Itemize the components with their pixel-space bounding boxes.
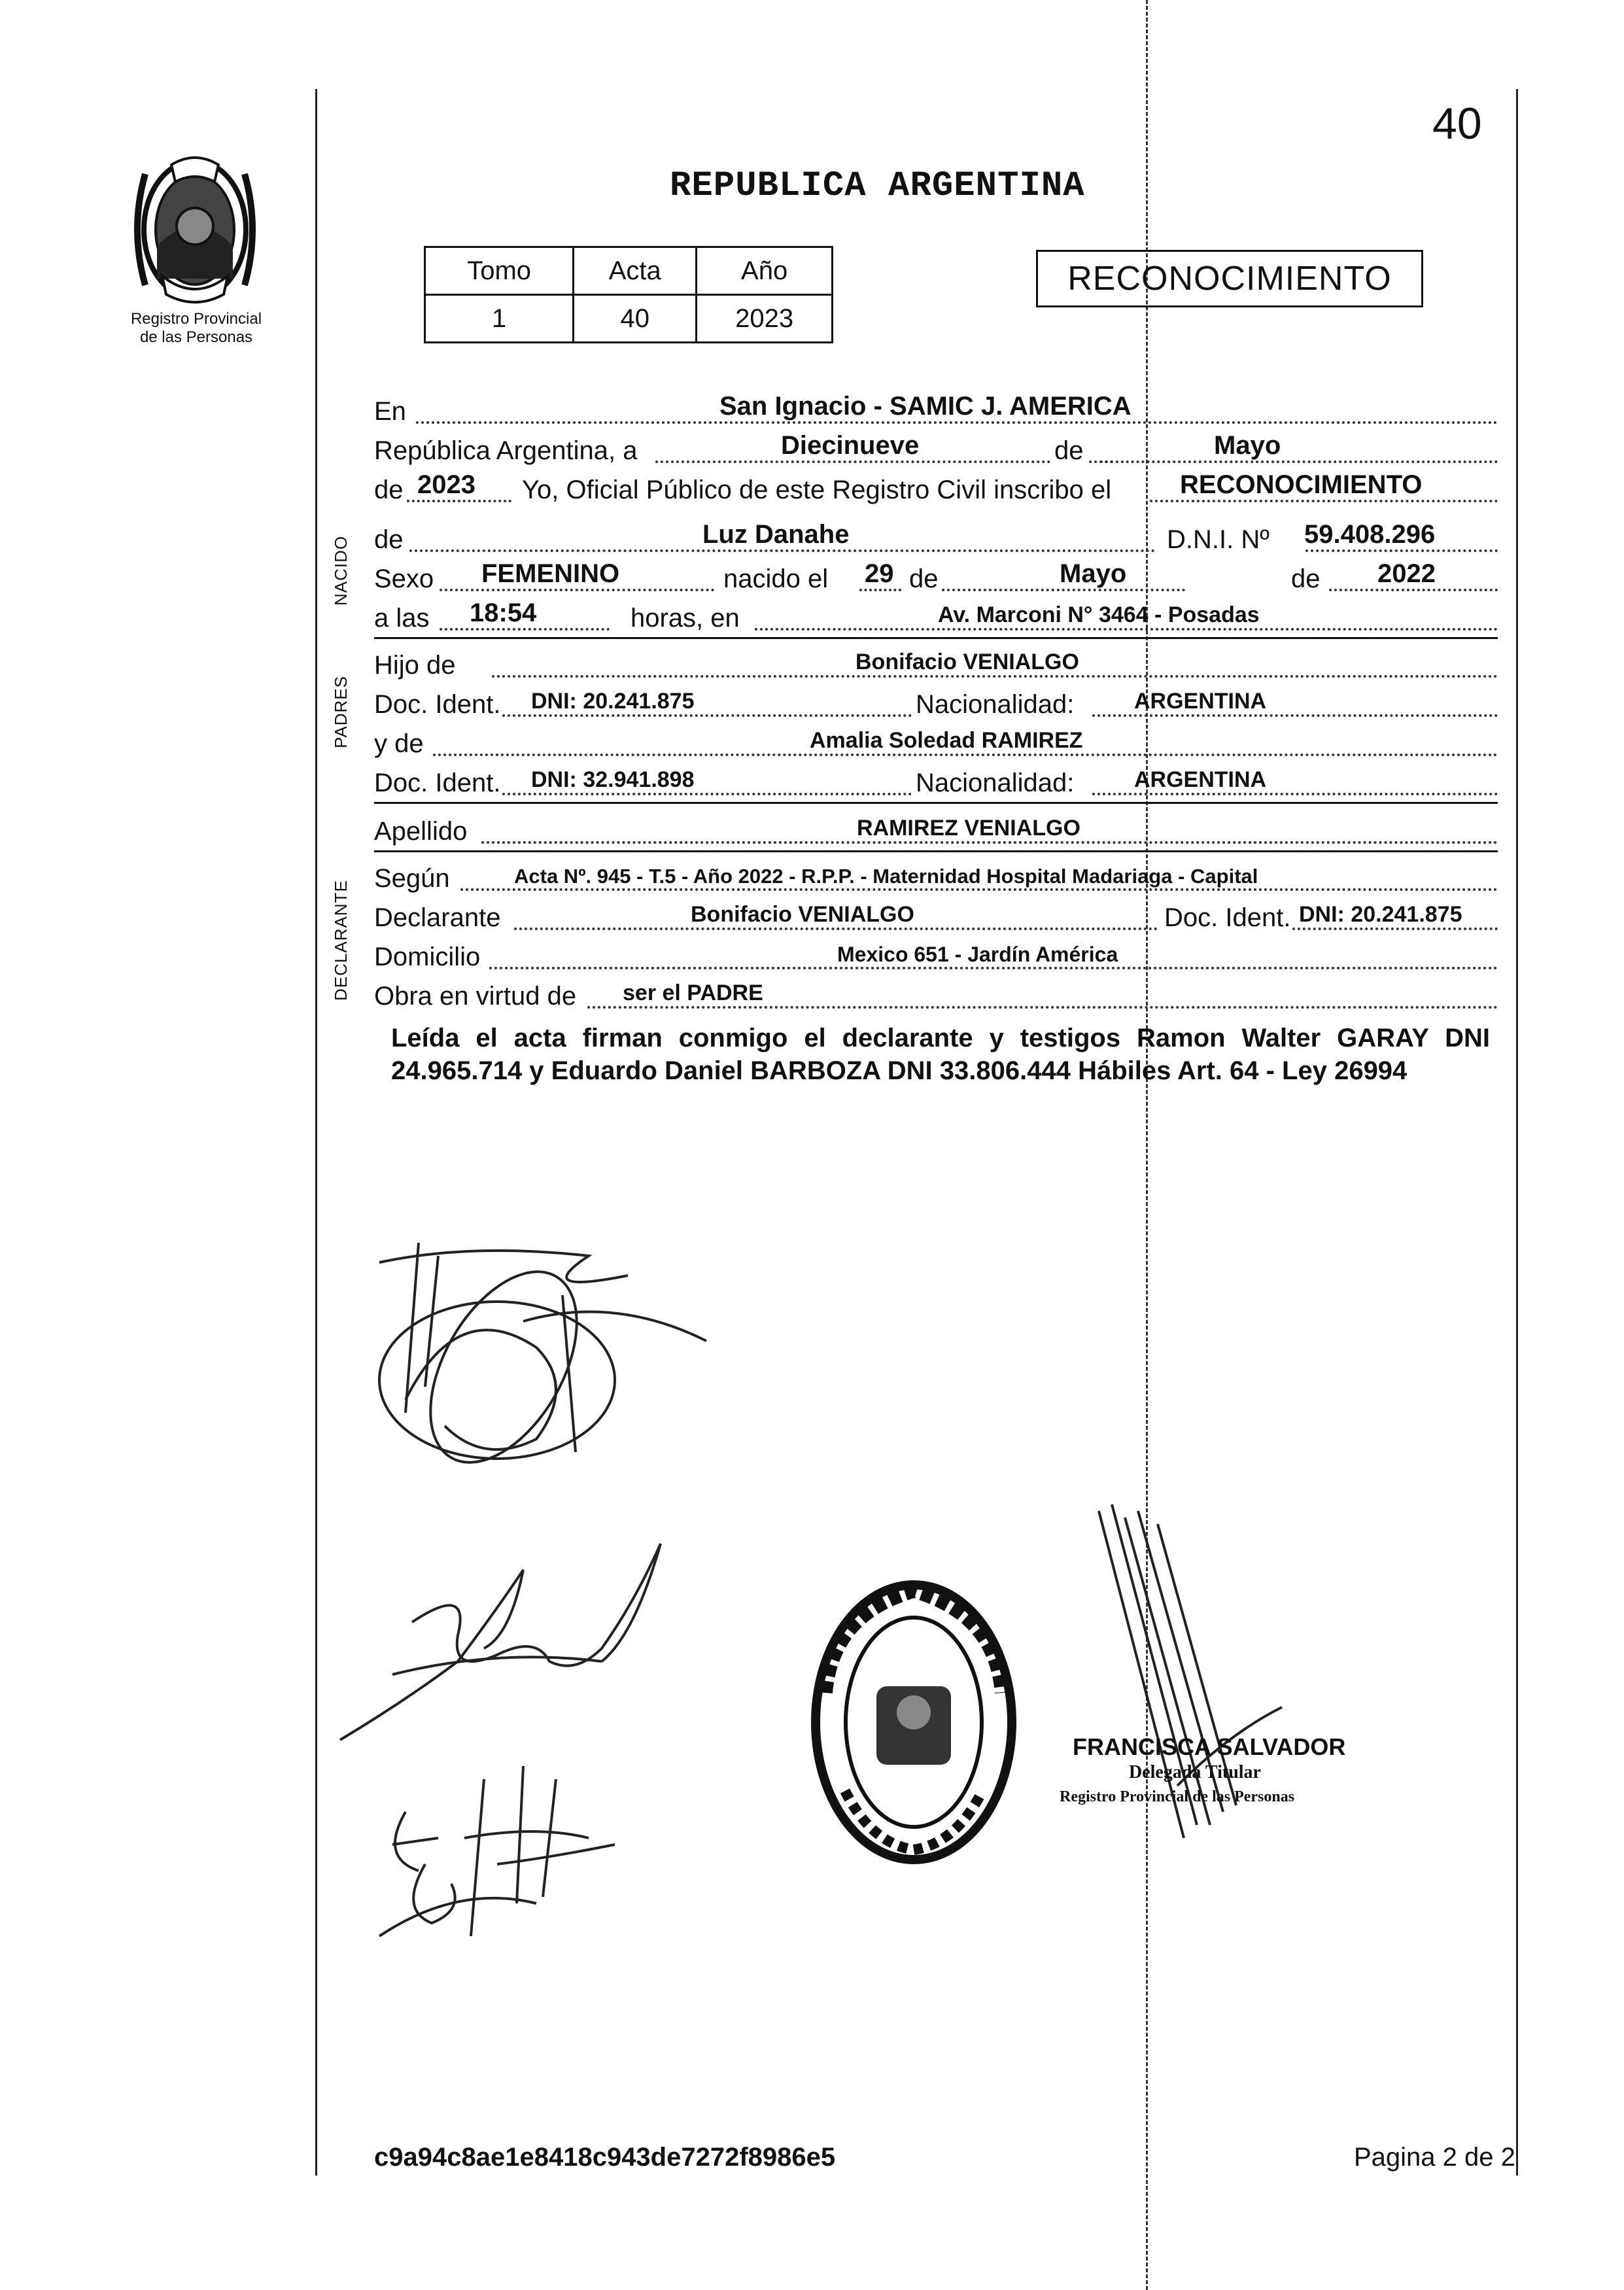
value-madre-nac: ARGENTINA <box>1134 767 1267 792</box>
value-segun: Acta Nº. 945 - T.5 - Año 2022 - R.P.P. - Maternidad Hospital Madariaga - Capital <box>514 865 1258 888</box>
dots <box>1305 549 1498 552</box>
label-en: En <box>374 397 406 426</box>
tomo-header: Tomo <box>425 247 574 295</box>
label-y-de: y de <box>374 729 424 758</box>
dots <box>755 628 1498 631</box>
value-nac-anio: 2022 <box>1377 559 1436 588</box>
page-of: Pagina 2 de 2 <box>1354 2143 1515 2172</box>
label-nacionalidad-madre: Nacionalidad: <box>916 769 1075 797</box>
value-madre-doc: DNI: 32.941.898 <box>531 767 695 792</box>
acta-header: Acta <box>574 247 697 295</box>
document-hash: c9a94c8ae1e8418c943de7272f8986e5 <box>374 2143 836 2172</box>
left-margin-rule <box>315 89 317 2176</box>
label-sexo: Sexo <box>374 564 434 593</box>
dots <box>492 675 1498 678</box>
official-stamp <box>806 1575 1022 1869</box>
label-de3: de <box>1291 564 1321 593</box>
dots <box>587 1006 1498 1009</box>
province-seal-icon <box>116 148 273 311</box>
value-nac-mes: Mayo <box>1060 559 1127 588</box>
dots <box>440 589 714 591</box>
dots <box>1100 460 1498 463</box>
row-apellido <box>374 810 1498 849</box>
label-de2: de <box>909 564 939 593</box>
row-sexo <box>374 557 1498 597</box>
label-obra: Obra en virtud de <box>374 982 577 1011</box>
value-dia: Diecinueve <box>781 431 920 460</box>
label-hijo-de: Hijo de <box>374 651 456 680</box>
separator-padres <box>374 802 1498 804</box>
dots <box>489 967 1498 969</box>
label-segun: Según <box>374 864 450 893</box>
value-padre: Bonifacio VENIALGO <box>855 650 1079 674</box>
value-declarante-doc: DNI: 20.241.875 <box>1299 902 1462 927</box>
row-lugar <box>374 390 1498 429</box>
dots <box>859 589 901 591</box>
label-domicilio: Domicilio <box>374 943 481 971</box>
label-doc-ident-madre: Doc. Ident. <box>374 769 501 797</box>
value-sexo: FEMENINO <box>481 559 620 588</box>
label-nacionalidad-padre: Nacionalidad: <box>916 690 1075 719</box>
label-declarante: Declarante <box>374 903 501 932</box>
label-horas-en: horas, en <box>631 604 740 633</box>
value-anio: 2023 <box>417 470 475 499</box>
dots <box>1092 793 1498 795</box>
official-office: Registro Provincial de las Personas <box>1060 1788 1295 1805</box>
separator-apellido <box>374 850 1498 852</box>
value-padre-nac: ARGENTINA <box>1134 689 1267 714</box>
row-padre <box>374 644 1498 683</box>
row-obra <box>374 975 1498 1014</box>
section-padres: PADRES <box>331 676 351 748</box>
official-role: Delegada Titular <box>1129 1762 1261 1782</box>
page-title: REPUBLICA ARGENTINA <box>670 166 1085 206</box>
value-mes: Mayo <box>1214 431 1281 460</box>
value-declarante: Bonifacio VENIALGO <box>691 902 914 927</box>
tomo-value: 1 <box>425 295 574 343</box>
row-madre <box>374 722 1498 761</box>
dots <box>440 628 610 631</box>
value-nombre: Luz Danahe <box>702 520 850 549</box>
dots <box>433 754 1498 756</box>
hospital-stamp-icon <box>806 1575 1022 1869</box>
dots <box>1092 714 1498 717</box>
value-dni: 59.408.296 <box>1304 520 1436 549</box>
label-de-anio: de <box>374 476 404 504</box>
dots <box>460 888 1498 891</box>
label-doc-ident-padre: Doc. Ident. <box>374 690 501 719</box>
label-de-mes: de <box>1052 436 1086 466</box>
value-lugar: San Ignacio - SAMIC J. AMERICA <box>719 392 1132 421</box>
fold-line <box>1146 0 1148 2290</box>
separator-nacido <box>374 637 1498 639</box>
act-type-box: RECONOCIMIENTO <box>1036 250 1423 307</box>
anio-header: Año <box>697 247 833 295</box>
row-nombre <box>374 518 1498 557</box>
dots <box>514 928 1158 930</box>
label-apellido: Apellido <box>374 817 468 846</box>
dots <box>1329 589 1498 591</box>
registry-logo <box>116 148 273 311</box>
logo-caption-1: Registro Provincial <box>130 310 262 328</box>
row-segun <box>374 857 1498 896</box>
row-hora <box>374 597 1498 636</box>
dots <box>502 793 912 795</box>
value-obra: ser el PADRE <box>623 980 763 1005</box>
signature-testigo-1 <box>327 1531 693 1753</box>
value-hora: 18:54 <box>470 599 537 627</box>
value-acto: RECONOCIMIENTO <box>1180 470 1423 499</box>
dots <box>655 460 1113 463</box>
label-a-las: a las <box>374 604 430 633</box>
value-apellido: RAMIREZ VENIALGO <box>857 816 1080 841</box>
row-domicilio <box>374 935 1498 975</box>
row-fecha <box>374 429 1498 468</box>
value-nac-dia: 29 <box>865 559 894 588</box>
label-nacido-el: nacido el <box>723 564 829 593</box>
label-doc-ident-decl: Doc. Ident. <box>1164 903 1291 932</box>
section-declarante: DECLARANTE <box>331 880 351 1001</box>
signature-testigo-2 <box>366 1753 641 1949</box>
anio-value: 2023 <box>697 295 833 343</box>
dots <box>502 714 912 717</box>
value-domicilio: Mexico 651 - Jardín América <box>837 943 1118 966</box>
dots <box>409 549 1155 552</box>
dots <box>1292 928 1498 930</box>
value-padre-doc: DNI: 20.241.875 <box>531 689 695 714</box>
row-anio-acto <box>374 468 1498 508</box>
acta-value: 40 <box>574 295 697 343</box>
row-declarante <box>374 896 1498 935</box>
dots <box>407 500 511 502</box>
closing-text: Leída el acta firman conmigo el declarante y testigos Ramon Walter GARAY DNI 24.965.714 y Eduardo Daniel BARBOZA DNI 33.806.444 Hábiles Art. 64 - Ley 26994 <box>391 1024 1490 1085</box>
value-madre: Amalia Soledad RAMIREZ <box>810 728 1083 753</box>
row-madre-doc <box>374 761 1498 801</box>
label-dni: D.N.I. Nº <box>1167 525 1270 554</box>
dots <box>942 589 1185 591</box>
right-margin-rule <box>1516 89 1518 2176</box>
official-name: FRANCISCA SALVADOR <box>1073 1733 1346 1760</box>
page-number: 40 <box>1432 99 1482 148</box>
label-yo-oficial: Yo, Oficial Público de este Registro Civil inscribo el <box>522 476 1112 504</box>
logo-caption-2: de las Personas <box>139 328 253 346</box>
dots <box>416 421 1498 424</box>
label-republica: República Argentina, a <box>374 436 638 465</box>
tomo-acta-table <box>424 246 833 343</box>
dots <box>481 841 1498 844</box>
dots <box>1150 500 1498 502</box>
section-nacido: NACIDO <box>331 535 351 606</box>
label-de-nombre: de <box>374 525 404 554</box>
signature-declarante <box>366 1217 733 1504</box>
value-lugar-nac: Av. Marconi N° 3464 - Posadas <box>938 602 1260 627</box>
row-padre-doc <box>374 683 1498 722</box>
